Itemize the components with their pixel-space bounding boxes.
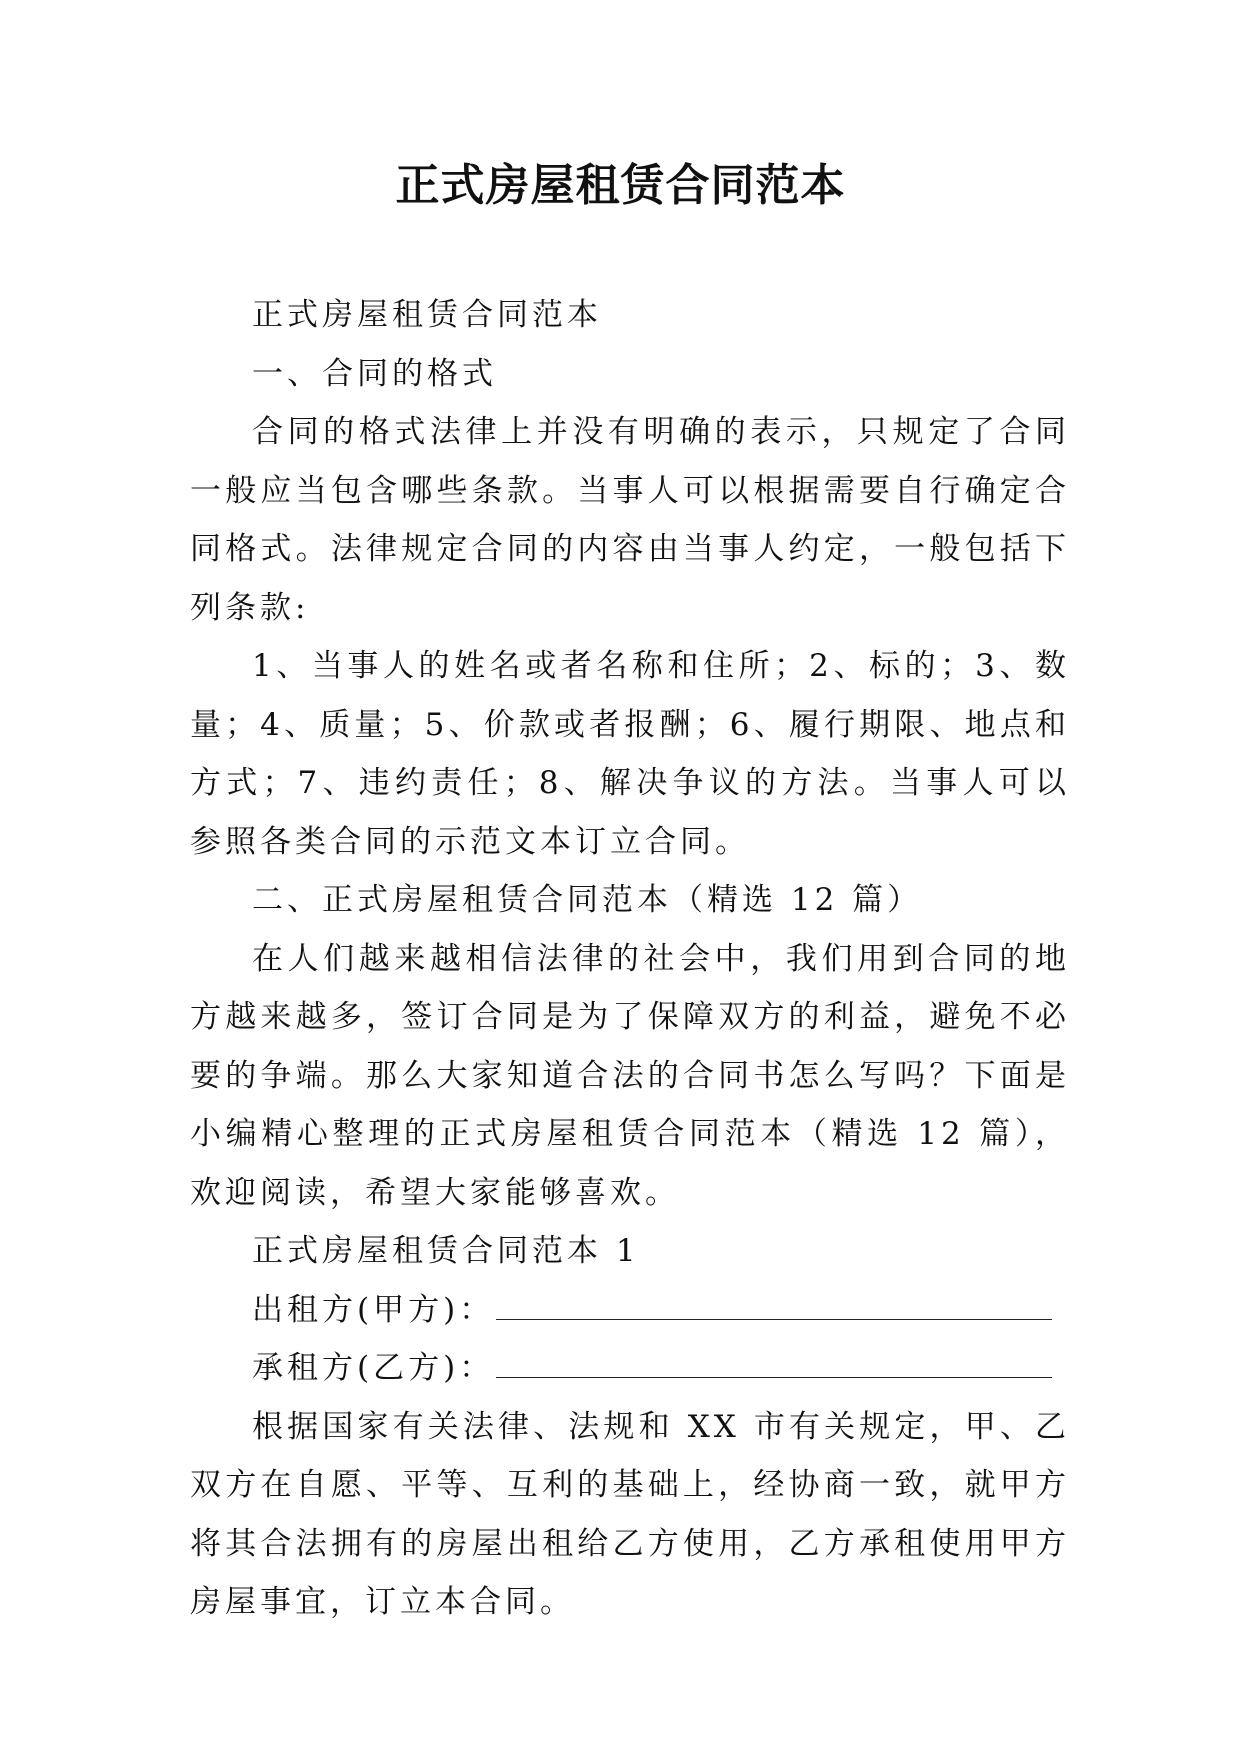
lessee-blank-line[interactable]	[496, 1339, 1052, 1378]
paragraph-templates-intro: 在人们越来越相信法律的社会中，我们用到合同的地方越来越多，签订合同是为了保障双方的利益，避免不必要的争端。那么大家知道合法的合同书怎么写吗？下面是小编精心整理的正式房屋租赁合同范本（精选 12 篇），欢迎阅读，希望大家能够喜欢。	[190, 940, 1070, 1211]
section-heading-format: 一、合同的格式	[252, 355, 497, 392]
paragraph-subtitle: 正式房屋租赁合同范本	[252, 297, 602, 333]
paragraph-agreement: 根据国家有关法律、法规和 XX 市有关规定，甲、乙双方在自愿、平等、互利的基础上，经协商一致，就甲方将其合法拥有的房屋出租给乙方使用，乙方承租使用甲方房屋事宜，订立本合同。	[190, 1408, 1070, 1620]
lessor-label: 出租方(甲方)：	[252, 1291, 495, 1328]
paragraph-clauses: 1、当事人的姓名或者名称和住所；2、标的；3、数量；4、质量；5、价款或者报酬；6、履行期限、地点和方式；7、违约责任；8、解决争议的方法。当事人可以参照各类合同的示范文本订立合同。	[190, 648, 1070, 860]
lessor-blank-line[interactable]	[496, 1281, 1052, 1320]
template-1-heading: 正式房屋租赁合同范本 1	[252, 1233, 640, 1269]
lessee-field	[190, 1339, 1070, 1398]
document-body	[190, 286, 1070, 1632]
lessee-label: 承租方(乙方)：	[252, 1350, 495, 1386]
lessor-field	[190, 1281, 1070, 1340]
paragraph-format-intro: 合同的格式法律上并没有明确的表示，只规定了合同一般应当包含哪些条款。当事人可以根据需要自行确定合同格式。法律规定合同的内容由当事人约定，一般包括下列条款:	[190, 414, 1070, 626]
document-title: 正式房屋租赁合同范本	[395, 160, 846, 211]
section-heading-templates: 二、正式房屋租赁合同范本（精选 12 篇）	[252, 882, 923, 918]
